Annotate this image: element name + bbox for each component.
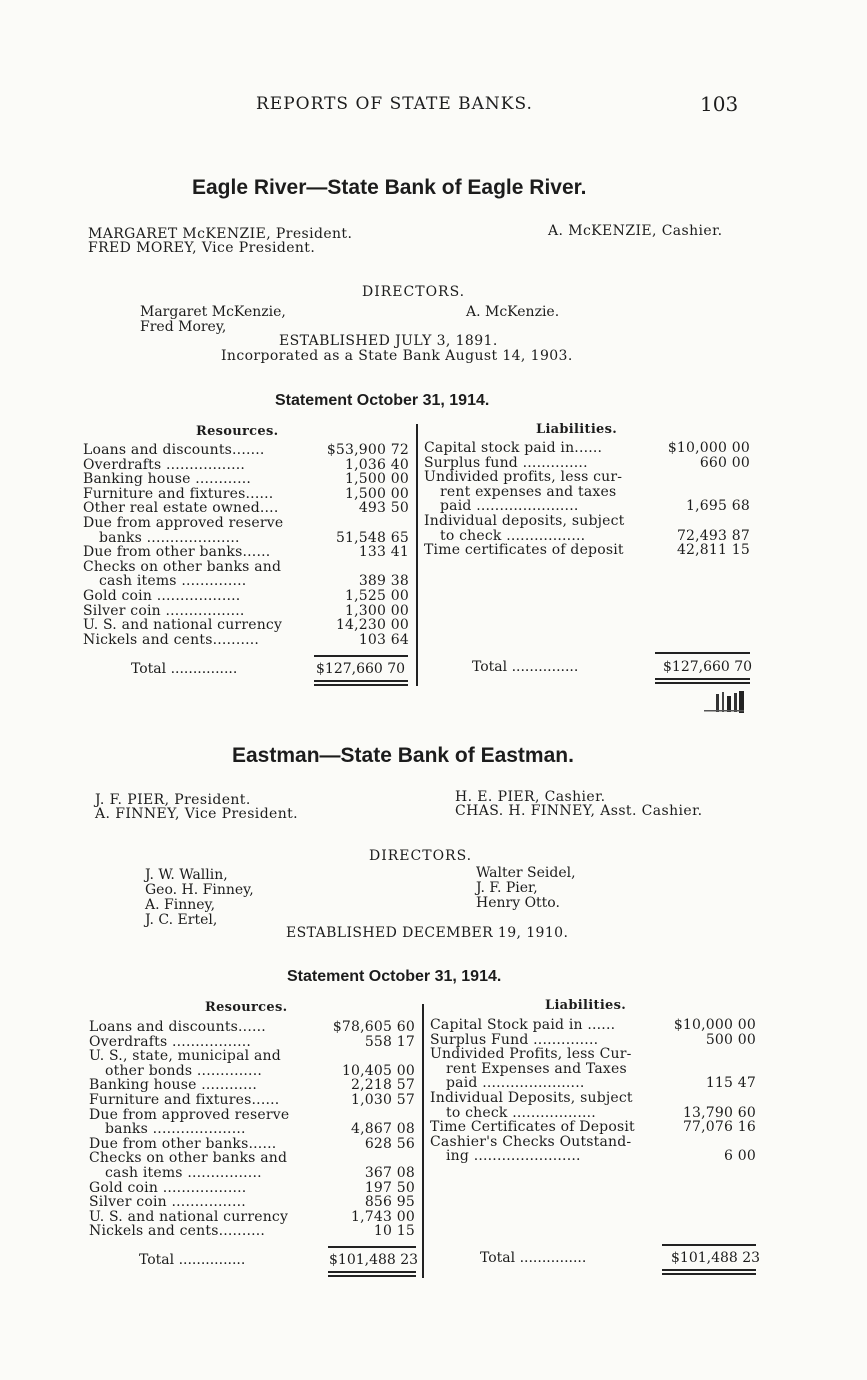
table-row [89,1064,415,1079]
total-double-rule [655,682,750,684]
table-row [430,1106,756,1121]
row-label: Time certificates of deposit [424,543,624,558]
table-row [83,501,409,516]
table-row [89,1049,415,1064]
liabilities-total-amount: $127,660 70 [663,659,753,675]
officer-asst-cashier: CHAS. H. FINNEY, Asst. Cashier. [455,803,703,819]
resources-table [83,443,409,647]
liabilities-total-label: Total ............... [472,659,579,675]
liabilities-heading: Liabilities. [536,422,618,437]
row-label: Banking house ............ [83,472,252,487]
row-label: Cashier's Checks Outstand- [430,1134,632,1150]
total-double-rule [662,1273,756,1275]
row-label: Gold coin .................. [83,588,241,604]
row-label: Checks on other banks and [89,1151,288,1166]
row-label: Due from other banks...... [83,545,271,560]
table-row [424,441,750,456]
table-row [89,1166,415,1181]
table-row [430,1047,756,1062]
established-date: ESTABLISHED JULY 3, 1891. [279,333,498,349]
officer-cashier: A. McKENZIE, Cashier. [548,223,723,239]
total-double-rule [314,680,408,682]
row-label: to check .................. [446,1105,596,1121]
table-row [89,1020,415,1035]
row-amount: $10,000 00 [673,1017,756,1033]
row-label: Nickels and cents.......... [89,1224,266,1239]
row-label: other bonds .............. [105,1063,263,1079]
row-label: rent expenses and taxes [440,484,617,500]
row-label: paid ...................... [446,1076,585,1091]
table-row [89,1078,415,1093]
row-amount: 856 95 [364,1194,415,1211]
row-label: cash items ................ [105,1165,262,1181]
table-row [83,516,409,531]
table-row [83,458,409,473]
row-amount: 389 38 [358,573,409,590]
table-row [83,560,409,575]
liabilities-total-label: Total ............... [480,1250,587,1266]
row-label: paid ...................... [440,499,579,514]
total-double-rule [662,1269,756,1271]
table-row [424,529,750,544]
resources-table [89,1020,415,1239]
row-label: Capital Stock paid in ...... [430,1018,616,1033]
row-amount: 115 47 [705,1075,756,1092]
row-amount: 6 00 [724,1148,756,1165]
row-label: to check ................. [440,528,586,544]
row-amount: 10,405 00 [341,1062,415,1079]
row-amount: 660 00 [699,454,750,471]
resources-heading: Resources. [205,1000,288,1015]
total-rule [655,652,750,654]
row-amount: 51,548 65 [335,529,409,546]
table-row [424,456,750,471]
row-label: Furniture and fixtures...... [89,1092,280,1108]
row-label: Silver coin ................. [83,603,245,619]
row-amount: 13,790 60 [682,1104,756,1121]
officer-president: MARGARET McKENZIE, President. [88,226,353,242]
row-amount: 558 17 [364,1033,415,1050]
row-label: Due from other banks...... [89,1136,277,1152]
row-amount: 1,525 00 [345,587,409,604]
director-name: Walter Seidel, [476,865,576,881]
director-name: A. McKenzie. [466,304,560,320]
row-label: U. S. and national currency [83,618,283,633]
table-row [83,618,409,633]
table-row [83,531,409,546]
table-row [424,543,750,558]
row-label: Banking house ............ [89,1078,258,1093]
row-label: Loans and discounts...... [89,1020,266,1035]
row-label: Overdrafts ................. [89,1034,252,1050]
row-label: Undivided Profits, less Cur- [430,1047,632,1062]
row-label: ing ....................... [446,1149,581,1164]
table-row [83,472,409,487]
running-header: REPORTS OF STATE BANKS. [256,94,533,114]
director-name: J. W. Wallin, [145,867,228,883]
table-row [89,1108,415,1123]
director-name: J. C. Ertel, [145,912,218,928]
directors-heading: DIRECTORS. [369,848,473,864]
table-row [89,1224,415,1239]
row-label: rent Expenses and Taxes [446,1061,627,1077]
row-label: Other real estate owned.... [83,501,279,516]
row-label: Due from approved reserve [89,1107,290,1123]
row-amount: 133 41 [358,544,409,561]
row-amount: 2,218 57 [351,1077,415,1094]
table-row [89,1122,415,1137]
row-label: Undivided profits, less cur- [424,470,623,485]
row-amount: 1,030 57 [351,1091,415,1108]
row-amount: 1,036 40 [345,456,409,473]
row-amount: $53,900 72 [326,442,409,458]
director-name: Margaret McKenzie, [140,304,286,320]
row-amount: 4,867 08 [351,1121,415,1138]
table-row [89,1151,415,1166]
row-label: Loans and discounts....... [83,443,265,458]
row-label: Capital stock paid in...... [424,441,603,456]
row-amount: 1,500 00 [345,485,409,502]
table-row [83,545,409,560]
director-name: Geo. H. Finney, [145,882,254,898]
table-row [424,470,750,485]
row-amount: 77,076 16 [682,1119,756,1136]
table-row [89,1035,415,1050]
table-row [89,1093,415,1108]
resources-heading: Resources. [196,424,279,439]
table-row [430,1149,756,1164]
row-label: Silver coin ................ [89,1195,246,1210]
row-label: Gold coin .................. [89,1180,247,1196]
table-row [83,574,409,589]
table-row [83,633,409,648]
page-number: 103 [700,92,739,116]
table-row [430,1033,756,1048]
table-row [83,589,409,604]
resources-total-amount: $101,488 23 [329,1252,419,1268]
row-amount: 14,230 00 [335,617,409,634]
table-row [83,487,409,502]
row-label: Surplus Fund .............. [430,1032,599,1048]
liabilities-heading: Liabilities. [545,998,627,1013]
director-name: J. F. Pier, [476,880,538,896]
total-double-rule [328,1275,416,1277]
row-amount: 197 50 [364,1179,415,1196]
row-amount: 10 15 [373,1223,415,1240]
row-label: banks .................... [99,530,240,546]
row-label: Individual Deposits, subject [430,1090,633,1106]
total-rule [314,655,408,657]
statement-title: Statement October 31, 1914. [287,968,502,985]
table-row [430,1062,756,1077]
officer-vice-president: FRED MOREY, Vice President. [88,240,316,256]
total-double-rule [655,678,750,680]
table-row [89,1137,415,1152]
ink-smudge-mark [700,690,750,716]
table-row [424,485,750,500]
row-amount: 42,811 15 [676,542,750,559]
table-row [430,1120,756,1135]
row-amount: $10,000 00 [667,440,750,456]
total-double-rule [328,1271,416,1273]
total-rule [328,1246,416,1248]
table-row [424,514,750,529]
table-row [424,499,750,514]
row-label: Time Certificates of Deposit [430,1120,635,1135]
row-label: Overdrafts ................. [83,457,246,473]
directors-heading: DIRECTORS. [362,284,466,300]
director-name: Henry Otto. [476,895,560,911]
row-amount: 628 56 [364,1135,415,1152]
table-row [89,1210,415,1225]
row-label: U. S., state, municipal and [89,1049,281,1064]
liabilities-total-amount: $101,488 23 [671,1250,761,1266]
row-amount: 103 64 [358,631,409,648]
total-rule [662,1244,756,1246]
total-double-rule [314,684,408,686]
officer-vice-president: A. FINNEY, Vice President. [95,806,299,822]
officer-cashier: H. E. PIER, Cashier. [455,789,606,805]
table-row [430,1135,756,1150]
table-row [83,604,409,619]
row-label: Furniture and fixtures...... [83,486,274,502]
column-divider [422,1004,424,1278]
row-amount: 493 50 [358,500,409,517]
liabilities-table [424,441,750,558]
row-label: U. S. and national currency [89,1209,289,1225]
table-row [430,1091,756,1106]
row-amount: 1,300 00 [345,602,409,619]
row-label: Surplus fund .............. [424,455,588,471]
row-amount: 1,500 00 [345,471,409,488]
bank-title: Eagle River—State Bank of Eagle River. [192,176,587,199]
row-amount: 1,695 68 [686,498,750,515]
table-row [89,1195,415,1210]
resources-total-label: Total ............... [131,661,238,677]
bank-title: Eastman—State Bank of Eastman. [232,744,574,767]
director-name: Fred Morey, [140,319,227,335]
row-label: Due from approved reserve [83,515,284,531]
column-divider [416,424,418,686]
row-label: Checks on other banks and [83,559,282,575]
row-amount: 500 00 [705,1031,756,1048]
director-name: A. Finney, [145,897,216,913]
liabilities-table [430,1018,756,1164]
incorporated-date: Incorporated as a State Bank August 14, 1903. [221,348,573,364]
established-date: ESTABLISHED DECEMBER 19, 1910. [286,925,569,941]
row-label: Nickels and cents.......... [83,632,260,648]
row-amount: 72,493 87 [676,527,750,544]
row-amount: 367 08 [364,1164,415,1181]
row-amount: 1,743 00 [351,1208,415,1225]
resources-total-label: Total ............... [139,1252,246,1268]
row-label: Individual deposits, subject [424,513,625,529]
table-row [430,1018,756,1033]
table-row [89,1181,415,1196]
resources-total-amount: $127,660 70 [316,661,406,677]
table-row [430,1076,756,1091]
row-label: cash items .............. [99,574,247,589]
statement-title: Statement October 31, 1914. [275,392,490,409]
row-amount: $78,605 60 [332,1019,415,1035]
officer-president: J. F. PIER, President. [95,792,251,808]
row-label: banks .................... [105,1122,246,1137]
table-row [83,443,409,458]
